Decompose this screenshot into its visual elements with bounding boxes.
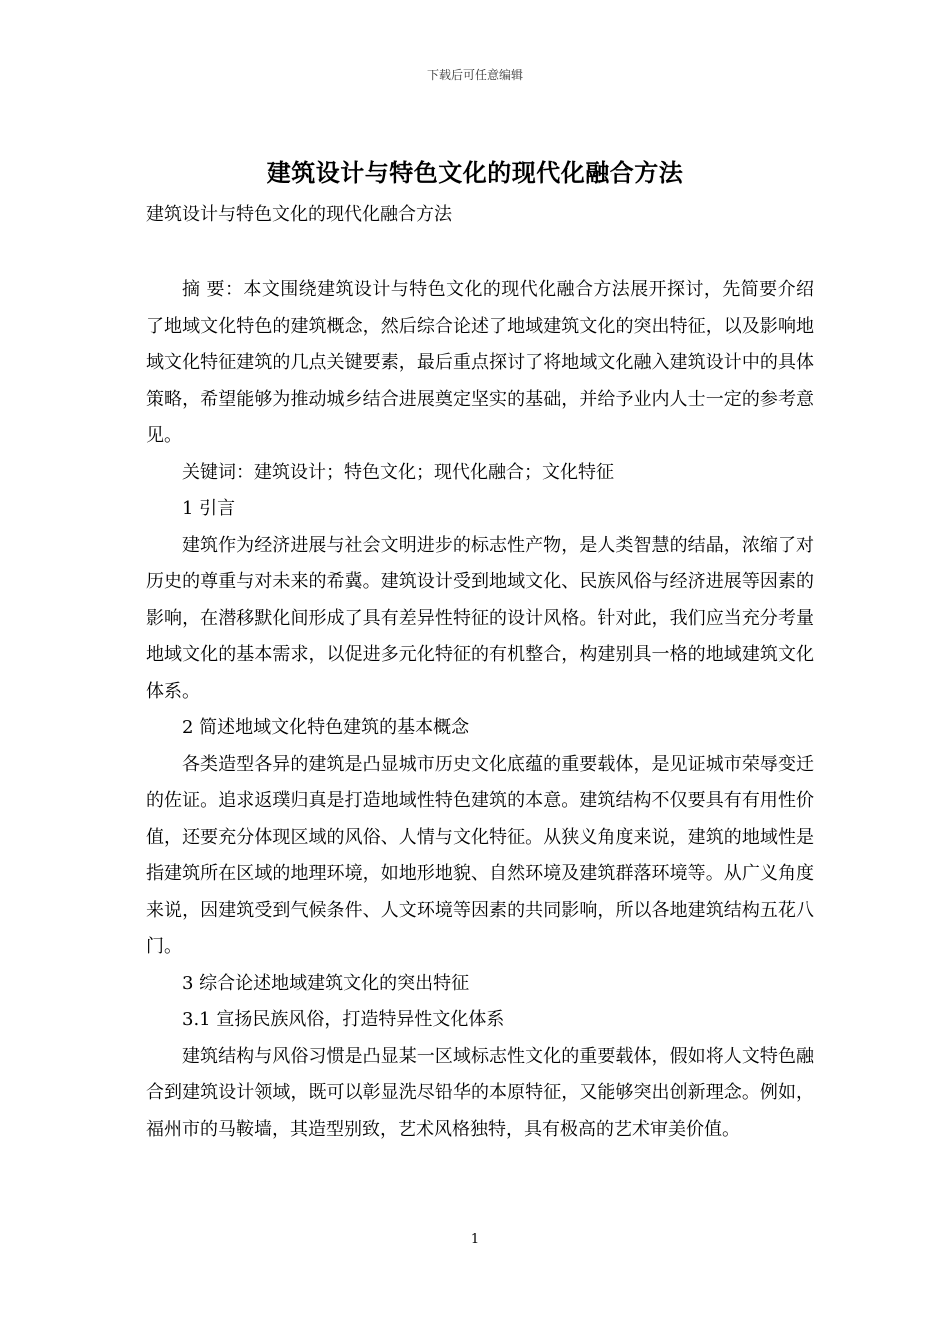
document-body <box>146 272 814 1148</box>
subsection-heading-customs: 3.1 宣扬民族风俗，打造特异性文化体系 <box>182 1009 505 1030</box>
page-number: 1 <box>470 1232 480 1247</box>
section-heading-introduction: 1 引言 <box>182 498 236 519</box>
section-heading-concept: 2 简述地域文化特色建筑的基本概念 <box>182 717 470 738</box>
introduction-paragraph: 建筑作为经济进展与社会文明进步的标志性产物，是人类智慧的结晶，浓缩了对历史的尊重与对未来的希冀。建筑设计受到地域文化、民族风俗与经济进展等因素的影响，在潜移默化间形成了具有差异性特征的设计风格。针对此，我们应当充分考量地域文化的基本需求，以促进多元化特征的有机整合，构建别具一格的地域建筑文化体系。 <box>146 534 814 702</box>
abstract-paragraph: 摘 要：本文围绕建筑设计与特色文化的现代化融合方法展开探讨，先简要介绍了地域文化特色的建筑概念，然后综合论述了地域建筑文化的突出特征，以及影响地域文化特征建筑的几点关键要素，最后重点探讨了将地域文化融入建筑设计中的具体策略，希望能够为推动城乡结合进展奠定坚实的基础，并给予业内人士一定的参考意见。 <box>146 279 814 446</box>
keywords-line: 关键词：建筑设计；特色文化；现代化融合；文化特征 <box>182 461 614 483</box>
concept-paragraph: 各类造型各异的建筑是凸显城市历史文化底蕴的重要载体，是见证城市荣辱变迁的佐证。追求返璞归真是打造地域性特色建筑的本意。建筑结构不仅要具有有用性价值，还要充分体现区域的风俗、人情与文化特征。从狭义角度来说，建筑的地域性是指建筑所在区域的地理环境，如地形地貌、自然环境及建筑群落环境等。从广义角度来说，因建筑受到气候条件、人文环境等因素的共同影响，所以各地建筑结构五花八门。 <box>146 753 814 957</box>
document-title: 建筑设计与特色文化的现代化融合方法 <box>266 158 684 187</box>
customs-paragraph: 建筑结构与风俗习惯是凸显某一区域标志性文化的重要载体，假如将人文特色融合到建筑设计领域，既可以彰显洗尽铅华的本原特征，又能够突出创新理念。例如，福州市的马鞍墙，其造型别致，艺术风格独特，具有极高的艺术审美价值。 <box>146 1045 814 1140</box>
section-heading-features: 3 综合论述地域建筑文化的突出特征 <box>182 972 470 994</box>
document-subtitle: 建筑设计与特色文化的现代化融合方法 <box>146 204 452 225</box>
page-header-note: 下载后可任意编辑 <box>426 68 523 82</box>
